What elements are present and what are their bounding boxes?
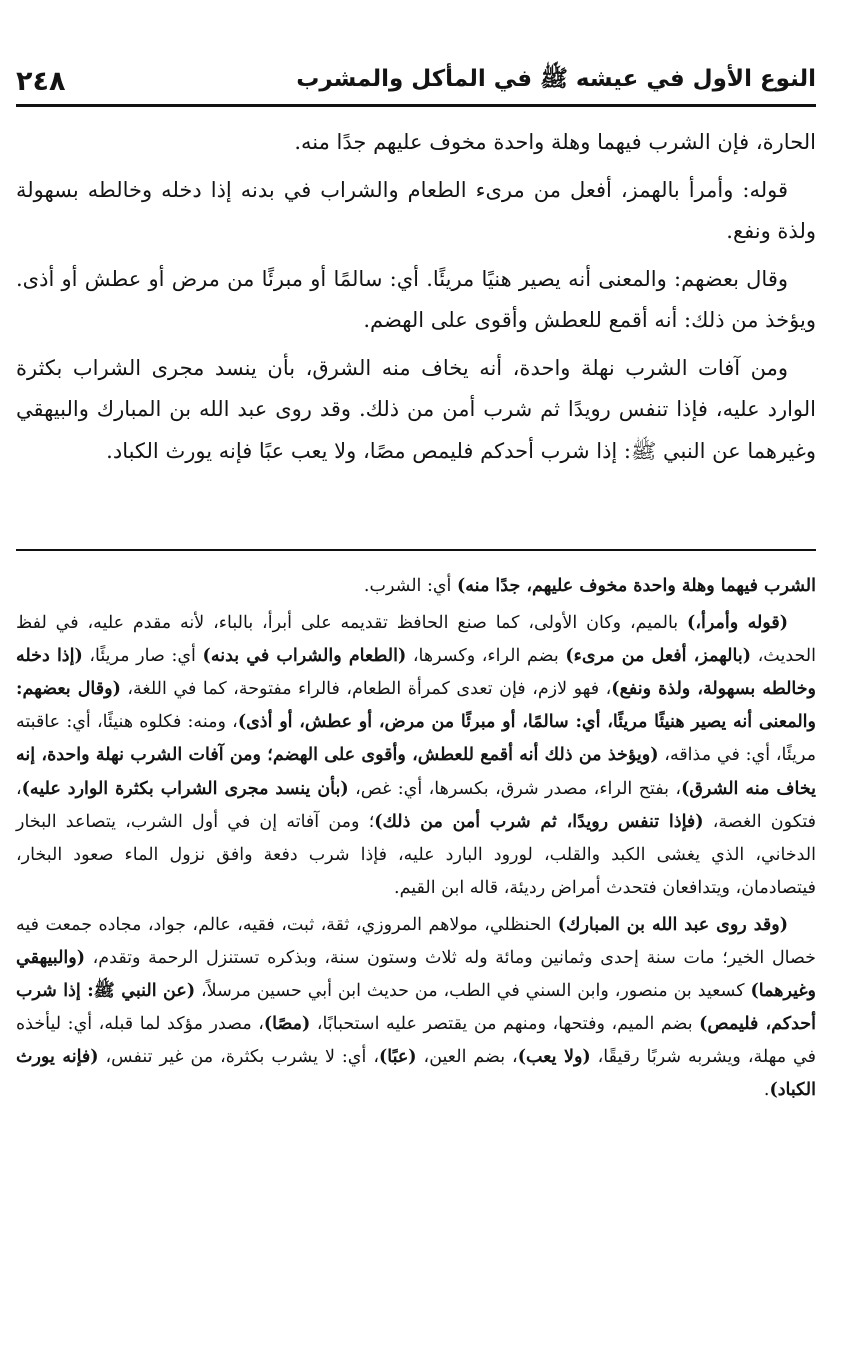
commentary-paragraph-3 <box>16 909 816 1108</box>
commentary-text-run: ، فهو لازم، فإن تعدى كمرأة الطعام، فالراء مفتوحة، كما في اللغة، <box>120 679 612 700</box>
commentary-text-run: أي: صار مريئًا، <box>82 646 203 667</box>
commentary-text-run: ، ومنه: فكلوه هنيئًا، أي: عاقبته مريئًا، أي: في مذاقه، <box>16 712 817 766</box>
commentary-text <box>16 570 816 1340</box>
quoted-text: (وقال بعضهم: والمعنى أنه يصير هنيئًا مريئًا، أي: سالمًا، أو مبرئًا من مرض، أو عطش، أو أذى) <box>16 679 816 733</box>
quoted-text: الشرب فيهما وهلة واحدة مخوف عليهم، جدًا منه) <box>457 576 816 596</box>
commentary-paragraph-1 <box>16 570 816 603</box>
quoted-text: (ويؤخذ من ذلك أنه أقمع للعطش، وأقوى على الهضم؛ ومن آفات الشرب نهلة واحدة، إنه يخاف منه الشرق) <box>16 745 816 799</box>
commentary-text-run: ، مصدر مؤكد لما قبله، أي: ليأخذه في مهلة، ويشربه شربًا رقيقًا، <box>16 1014 816 1068</box>
commentary-text-run: الحنظلي، مولاهم المروزي، ثقة، ثبت، فقيه، عالم، جواد، مجاده جمعت فيه خصال الخير؛ مات سنة إحدى وثمانين ومائة وله ثلاث وستون سنة، وبذكره تستنزل الرحمة وتقدم، <box>16 914 816 969</box>
quoted-text: (بأن ينسد مجرى الشراب بكثرة الوارد عليه) <box>21 778 349 799</box>
quoted-text: (فإذا تنفس رويدًا، ثم شرب أمن من ذلك) <box>374 811 704 832</box>
quoted-text: (فإنه يورث الكباد) <box>16 1047 816 1101</box>
commentary-text-run: بضم الراء، وكسرها، <box>406 646 566 667</box>
main-paragraph-2: قوله: وأمرأ بالهمز، أفعل من مرىء الطعام والشراب في بدنه إذا دخله وخالطه بسهولة ولذة ونفع. <box>16 177 816 243</box>
commentary-text-run: أي: الشرب. <box>363 576 457 596</box>
quoted-text: (ولا يعب) <box>517 1047 591 1068</box>
quoted-text: (عبًا) <box>378 1047 417 1068</box>
commentary-text-run: ، فتكون الغصة، <box>16 778 816 832</box>
quoted-text: (بالهمز، أفعل من مرىء) <box>565 646 751 667</box>
page-header <box>16 58 816 104</box>
commentary-text-run: ، أي: لا يشرب بكثرة، من غير تنفس، <box>98 1047 379 1068</box>
quoted-text: (عن النبي ﷺ: إذا شرب أحدكم، فليمص) <box>16 981 816 1035</box>
page-number: ٢٤٨ <box>16 65 66 97</box>
quoted-text: (إذا دخله وخالطه بسهولة، ولذة ونفع) <box>16 646 816 700</box>
quoted-text: (مصًا) <box>263 1014 311 1035</box>
main-text <box>16 122 816 552</box>
main-paragraph-3: وقال بعضهم: والمعنى أنه يصير هنيًا مريئًا. أي: سالمًا أو مبرئًا من مرض أو عطش أو أذى. ويؤخذ من ذلك: أنه أقمع للعطش وأقوى على الهضم. <box>16 266 816 332</box>
commentary-text-run: بالميم، وكان الأولى، كما صنع الحافظ تقديمه على أبرأ، بالباء، لأنه مقدم عليه، في لفظ الحديث، <box>16 613 816 667</box>
quoted-text: (قوله وأمرأ،) <box>687 613 788 634</box>
commentary-text-run: ، بفتح الراء، مصدر شرق، بكسرها، أي: غص، <box>348 778 682 799</box>
commentary-text-run: . <box>763 1080 770 1101</box>
quoted-text: (الطعام والشراب في بدنه) <box>202 646 407 667</box>
quoted-text: (والبيهقي وغيرهما) <box>16 948 816 1002</box>
header-rule <box>16 104 816 107</box>
main-paragraph-4: ومن آفات الشرب نهلة واحدة، أنه يخاف منه الشرق، بأن ينسد مجرى الشراب بكثرة الوارد عليه، فإذا تنفس رويدًا ثم شرب أمن من ذلك. وقد روى عبد الله بن المبارك والبيهقي وغيرهما عن النبي ﷺ: إذا شرب أحدكم فليمص مصًا، ولا يعب عبًا فإنه يورث الكباد. <box>16 355 816 463</box>
commentary-paragraph-2 <box>16 607 816 905</box>
footnote-separator <box>16 549 816 551</box>
commentary-text-run: ؛ ومن آفاته إن في أول الشرب، يتصاعد البخار الدخاني، الذي يغشى الكبد والقلب، لورود البارد عليه، فإذا شرب دفعة وافق نزول الماء صعود البخار، فيتصادمان، ويتدافعان فتحدث أمراض رديئة، قاله ابن القيم. <box>16 811 816 898</box>
commentary-text-run: بضم الميم، وفتحها، ومنهم من يقتصر عليه استحبابًا، <box>310 1014 700 1035</box>
quoted-text: (وقد روى عبد الله بن المبارك) <box>557 914 788 935</box>
commentary-text-run: ، بضم العين، <box>416 1047 518 1068</box>
main-paragraph-1: الحارة، فإن الشرب فيهما وهلة واحدة مخوف عليهم جدًا منه. <box>294 130 816 154</box>
running-title: النوع الأول في عيشه ﷺ في المأكل والمشرب <box>296 66 816 92</box>
commentary-text-run: كسعيد بن منصور، وابن السني في الطب، من حديث ابن أبي حسين مرسلاً، <box>195 981 751 1002</box>
